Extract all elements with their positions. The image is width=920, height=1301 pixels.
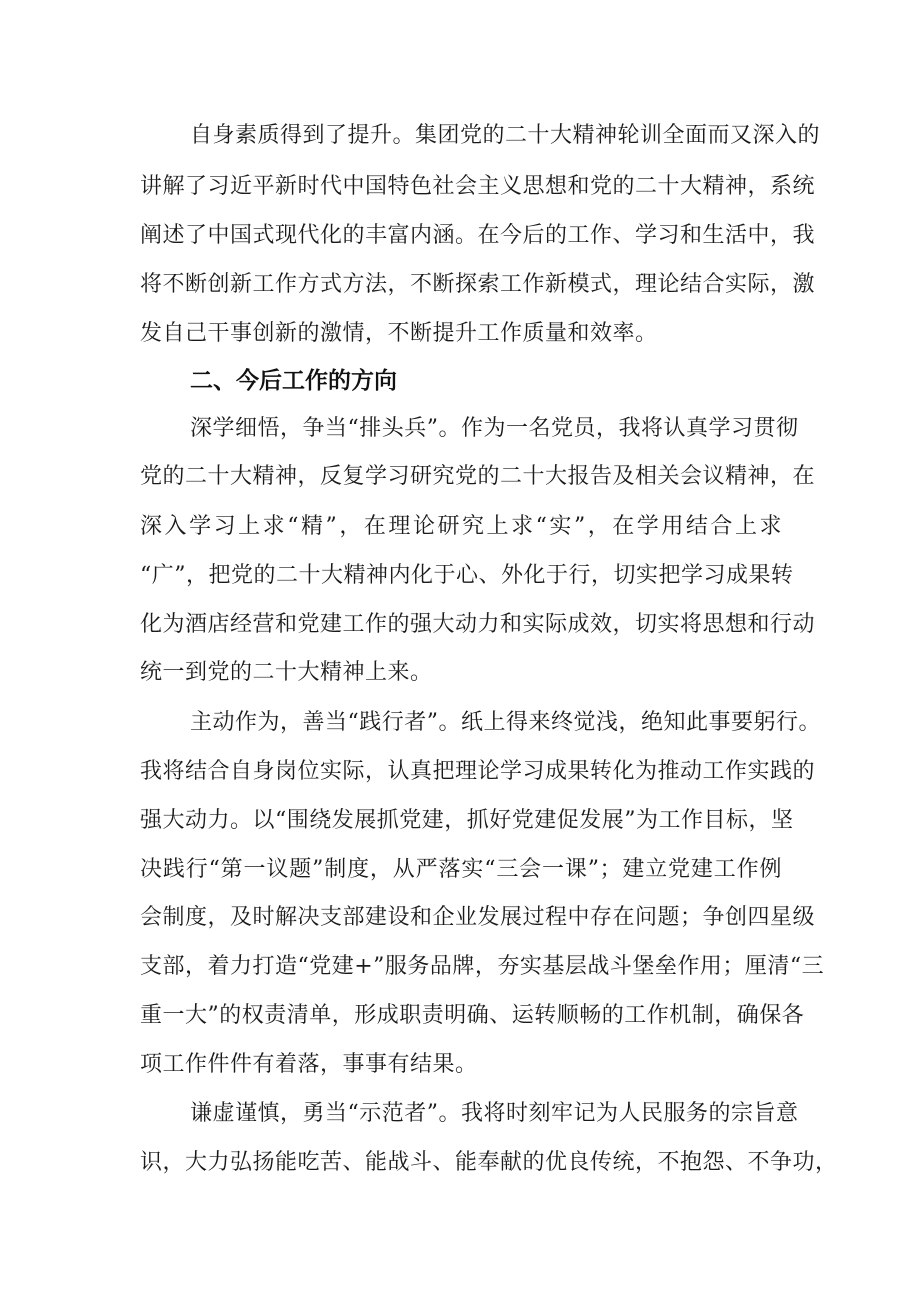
paragraph-line: 谦虚谨慎，勇当“示范者”。我将时刻牢记为人民服务的宗旨意 bbox=[190, 1101, 799, 1126]
paragraph-line: 深学细悟，争当“排头兵”。作为一名党员，我将认真学习贯彻 bbox=[190, 416, 799, 441]
paragraph-line: 支部，着力打造“党建+”服务品牌，夯实基层战斗堡垒作用；厘清“三 bbox=[140, 954, 825, 979]
paragraph-line: 项工作件件有着落，事事有结果。 bbox=[140, 1052, 478, 1077]
paragraph-line: 识，大力弘扬能吃苦、能战斗、能奉献的优良传统，不抱怨、不争功， bbox=[140, 1150, 838, 1175]
paragraph-line: 决践行“第一议题”制度，从严落实“三会一课”；建立党建工作例 bbox=[140, 857, 782, 882]
section-heading: 二、今后工作的方向 bbox=[190, 368, 397, 394]
paragraph-line: 重一大”的权责清单，形成职责明确、运转顺畅的工作机制，确保各 bbox=[140, 1003, 805, 1028]
paragraph-line: 会制度，及时解决支部建设和企业发展过程中存在问题；争创四星级 bbox=[140, 905, 816, 930]
paragraph-line: 统一到党的二十大精神上来。 bbox=[140, 660, 433, 685]
paragraph-line: 阐述了中国式现代化的丰富内涵。在今后的工作、学习和生活中，我 bbox=[140, 223, 816, 248]
paragraph-line: “广”，把党的二十大精神内化于心、外化于行，切实把学习成果转 bbox=[140, 563, 794, 588]
paragraph-line: 自身素质得到了提升。集团党的二十大精神轮训全面而又深入的 bbox=[190, 123, 821, 148]
paragraph-line: 我将结合自身岗位实际，认真把理论学习成果转化为推动工作实践的 bbox=[140, 759, 816, 784]
paragraph-line: 强大动力。以“围绕发展抓党建，抓好党建促发展”为工作目标，坚 bbox=[140, 808, 794, 833]
paragraph-line: 化为酒店经营和党建工作的强大动力和实际成效，切实将思想和行动 bbox=[140, 612, 816, 637]
paragraph-line: 讲解了习近平新时代中国特色社会主义思想和党的二十大精神，系统 bbox=[140, 174, 816, 199]
paragraph-line: 将不断创新工作方式方法，不断探索工作新模式，理论结合实际，激 bbox=[140, 272, 816, 297]
paragraph-line: 深入学习上求“精”，在理论研究上求“实”，在学用结合上求 bbox=[140, 514, 782, 539]
paragraph-line: 党的二十大精神，反复学习研究党的二十大报告及相关会议精神，在 bbox=[140, 464, 816, 489]
paragraph-line: 发自己干事创新的激情，不断提升工作质量和效率。 bbox=[140, 321, 658, 346]
paragraph-line: 主动作为，善当“践行者”。纸上得来终觉浅，绝知此事要躬行。 bbox=[190, 710, 821, 735]
